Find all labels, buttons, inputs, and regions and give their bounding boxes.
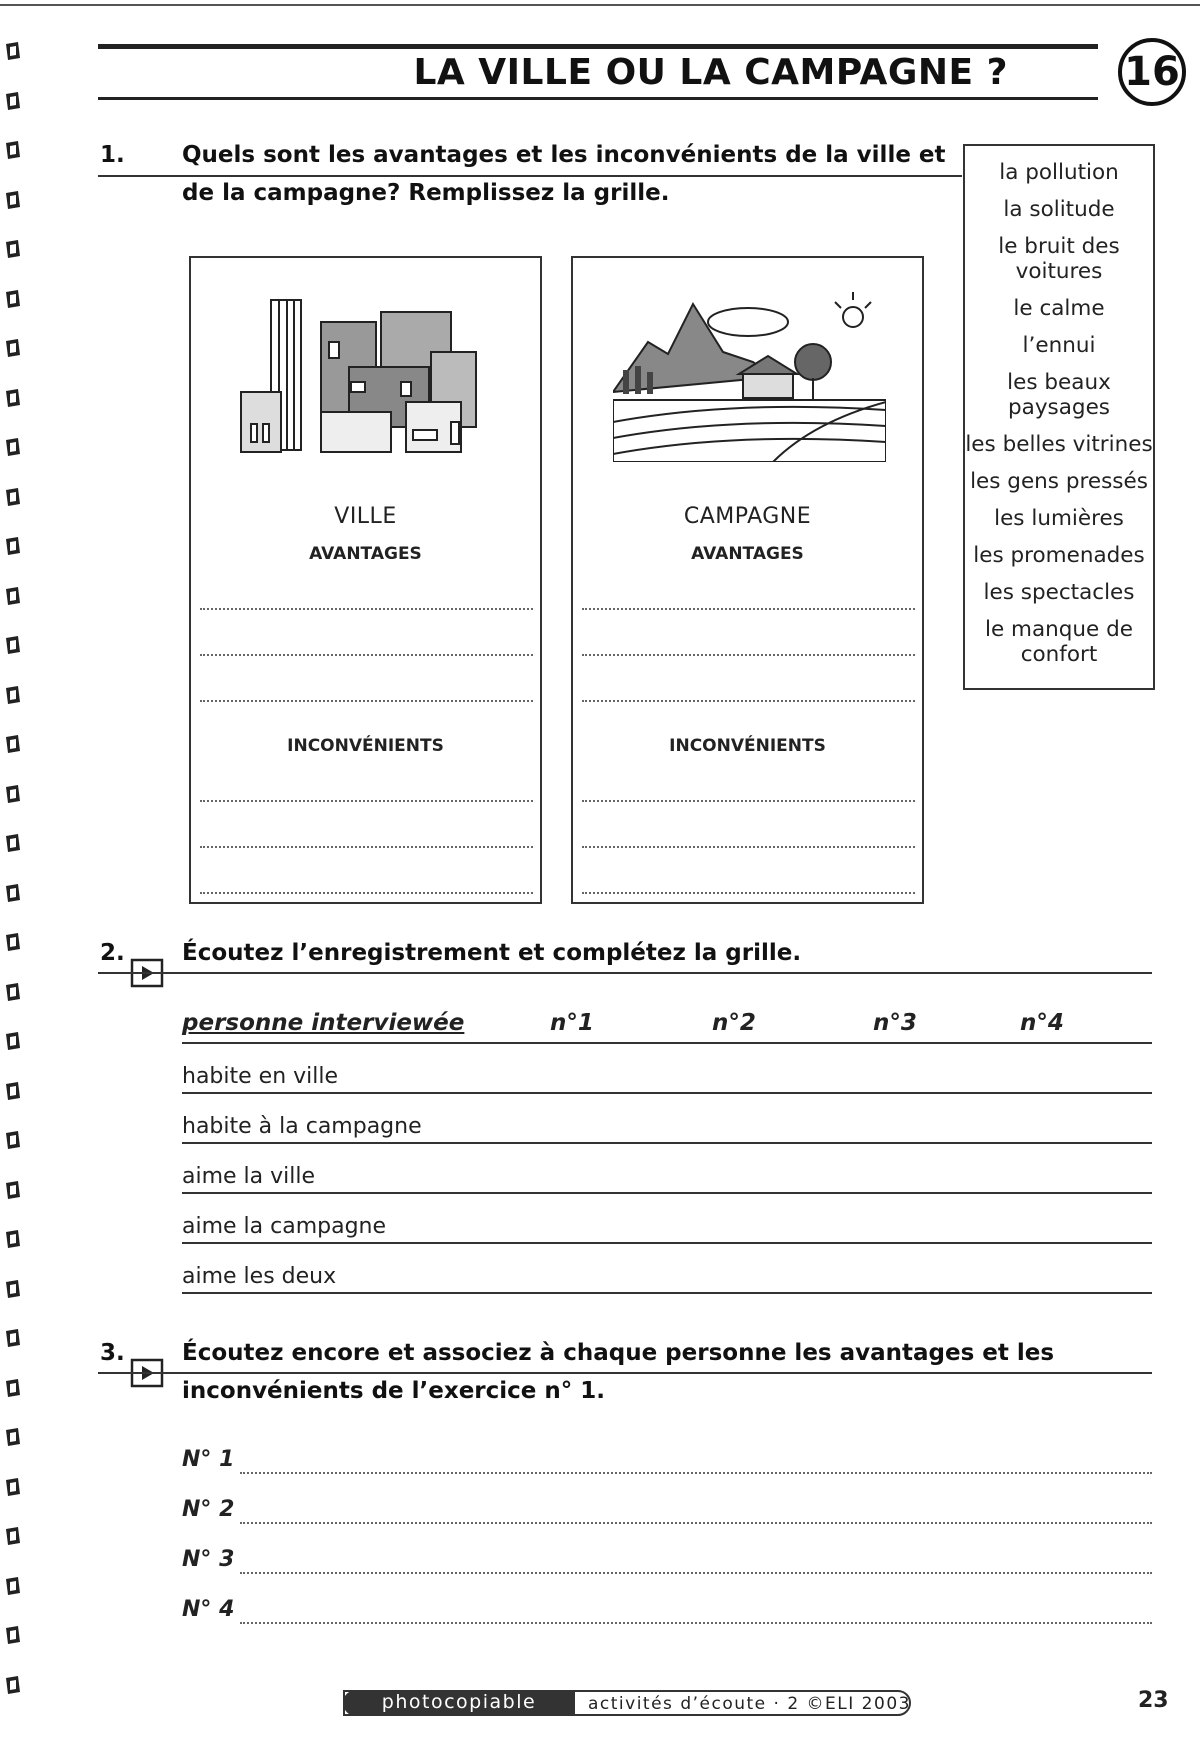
binding-ring-icon [4,189,22,211]
binding-ring-icon [4,1624,22,1646]
footer-badge [343,1690,911,1716]
binding-ring-icon [4,1080,22,1102]
word-bank-item: les gens pressés [970,469,1148,494]
word-bank-item: la solitude [1003,197,1115,222]
ville-advantage-line-1[interactable] [200,608,533,610]
binding-ring-icon [4,684,22,706]
binding-ring-icon [4,931,22,953]
binding-ring-icon [4,1377,22,1399]
binding-ring-icon [4,733,22,755]
grid-row-label: habite en ville [182,1064,339,1089]
binding-ring-icon [4,1278,22,1300]
person-answer-line[interactable] [240,1572,1152,1574]
campagne-advantage-line-2[interactable] [582,654,915,656]
binding-ring-icon [4,1179,22,1201]
photocopiable-label: photocopiable [343,1690,575,1716]
grid-row-label: aime la ville [182,1164,316,1189]
grid-header-label: personne interviewée [182,1010,465,1036]
ville-advantage-line-2[interactable] [200,654,533,656]
person-label: N° 2 [182,1497,235,1522]
grid-row-rule[interactable] [182,1092,1152,1094]
exercise2-number: 2. [100,940,125,966]
grid-row-label: habite à la campagne [182,1114,422,1139]
binding-ring-icon [4,1476,22,1498]
campagne-advantage-line-1[interactable] [582,608,915,610]
ville-box [189,256,542,904]
binding-ring-icon [4,1327,22,1349]
top-edge-rule [0,4,1200,6]
binding-ring-icon [4,139,22,161]
person-answer-line[interactable] [240,1522,1152,1524]
word-bank-item: l’ennui [1022,333,1096,358]
exercise1-rule [98,175,962,177]
exercise3-instruction-line1: Écoutez encore et associez à chaque personne les avantages et les [182,1340,1055,1366]
person-label: N° 1 [182,1447,235,1472]
binding-ring-icon [4,585,22,607]
word-bank-item: le bruit des voitures [998,234,1120,284]
countryside-illustration [613,282,886,462]
word-bank-list [965,146,1153,667]
binding-ring-icon [4,486,22,508]
grid-row-rule[interactable] [182,1292,1152,1294]
binding-ring-icon [4,1575,22,1597]
word-bank-item: les lumières [994,506,1124,531]
exercise2-rule [98,972,1152,974]
word-bank-item: la pollution [999,160,1119,185]
exercise3-rule [98,1372,1152,1374]
page-number: 23 [1138,1688,1169,1713]
campagne-disadvantage-line-2[interactable] [582,846,915,848]
ville-disadvantage-line-1[interactable] [200,800,533,802]
grid-row-rule[interactable] [182,1142,1152,1144]
exercise1-instruction [182,136,946,212]
grid-column-1: n°1 [550,1010,594,1036]
person-label: N° 3 [182,1547,235,1572]
binding-ring-icon [4,40,22,62]
binding-ring-icon [4,981,22,1003]
grid-row-rule[interactable] [182,1242,1152,1244]
grid-column-4: n°4 [1020,1010,1064,1036]
exercise3-number: 3. [100,1340,125,1366]
binding-ring-icon [4,634,22,656]
binding-ring-icon [4,1525,22,1547]
binding-ring-icon [4,288,22,310]
exercise1-instruction-line1: Quels sont les avantages et les inconvénients de la ville et [182,142,946,168]
campagne-advantage-line-3[interactable] [582,700,915,702]
word-bank-item: le calme [1013,296,1105,321]
binding-ring-icon [4,1228,22,1250]
word-bank-item: les beaux paysages [1007,370,1111,420]
binding-ring-icon [4,882,22,904]
grid-row-label: aime les deux [182,1264,337,1289]
ville-advantages-heading: AVANTAGES [309,544,422,564]
word-bank [963,144,1155,690]
ville-disadvantage-line-3[interactable] [200,892,533,894]
ville-disadvantages-heading: INCONVÉNIENTS [287,736,444,756]
grid-column-3: n°3 [873,1010,917,1036]
exercise2-instruction: Écoutez l’enregistrement et complétez la grille. [182,940,802,966]
grid-row-rule[interactable] [182,1192,1152,1194]
ville-disadvantage-line-2[interactable] [200,846,533,848]
binding-ring-icon [4,337,22,359]
binding-ring-icon [4,238,22,260]
binding-ring-icon [4,90,22,112]
binding-ring-icon [4,1030,22,1052]
word-bank-item: les promenades [973,543,1145,568]
binding-ring-icon [4,535,22,557]
word-bank-item: les spectacles [983,580,1135,605]
page-title: LA VILLE OU LA CAMPAGNE ? [413,52,1008,93]
campagne-box-title: CAMPAGNE [683,504,812,529]
grid-header-rule [182,1042,1152,1044]
footer-source-text: activités d’écoute · 2 ©ELI 2003 [588,1694,911,1714]
campagne-disadvantage-line-3[interactable] [582,892,915,894]
person-label: N° 4 [182,1597,235,1622]
binding-ring-icon [4,1674,22,1696]
grid-column-2: n°2 [712,1010,756,1036]
binding-ring-icon [4,783,22,805]
title-rule-bottom [98,97,1098,100]
exercise3-instruction-line2: inconvénients de l’exercice n° 1. [182,1378,606,1404]
word-bank-item: le manque de confort [985,617,1133,667]
exercise1-number: 1. [100,142,125,168]
unit-number-badge: 16 [1118,38,1186,106]
person-answer-line[interactable] [240,1622,1152,1624]
binding-ring-icon [4,1129,22,1151]
word-bank-item: les belles vitrines [965,432,1153,457]
campagne-advantages-heading: AVANTAGES [691,544,804,564]
campagne-disadvantages-heading: INCONVÉNIENTS [669,736,826,756]
ville-advantage-line-3[interactable] [200,700,533,702]
exercise1-instruction-line2: de la campagne? Remplissez la grille. [182,180,670,206]
ville-box-title: VILLE [334,504,397,529]
binding-ring-icon [4,387,22,409]
grid-row-label: aime la campagne [182,1214,387,1239]
binding-ring-icon [4,436,22,458]
person-answer-line[interactable] [240,1472,1152,1474]
campagne-box [571,256,924,904]
spiral-binding-icon [2,40,28,1720]
binding-ring-icon [4,1426,22,1448]
binding-ring-icon [4,832,22,854]
campagne-disadvantage-line-1[interactable] [582,800,915,802]
title-bar [98,44,1120,102]
city-illustration [231,282,504,462]
title-rule-top [98,44,1098,49]
